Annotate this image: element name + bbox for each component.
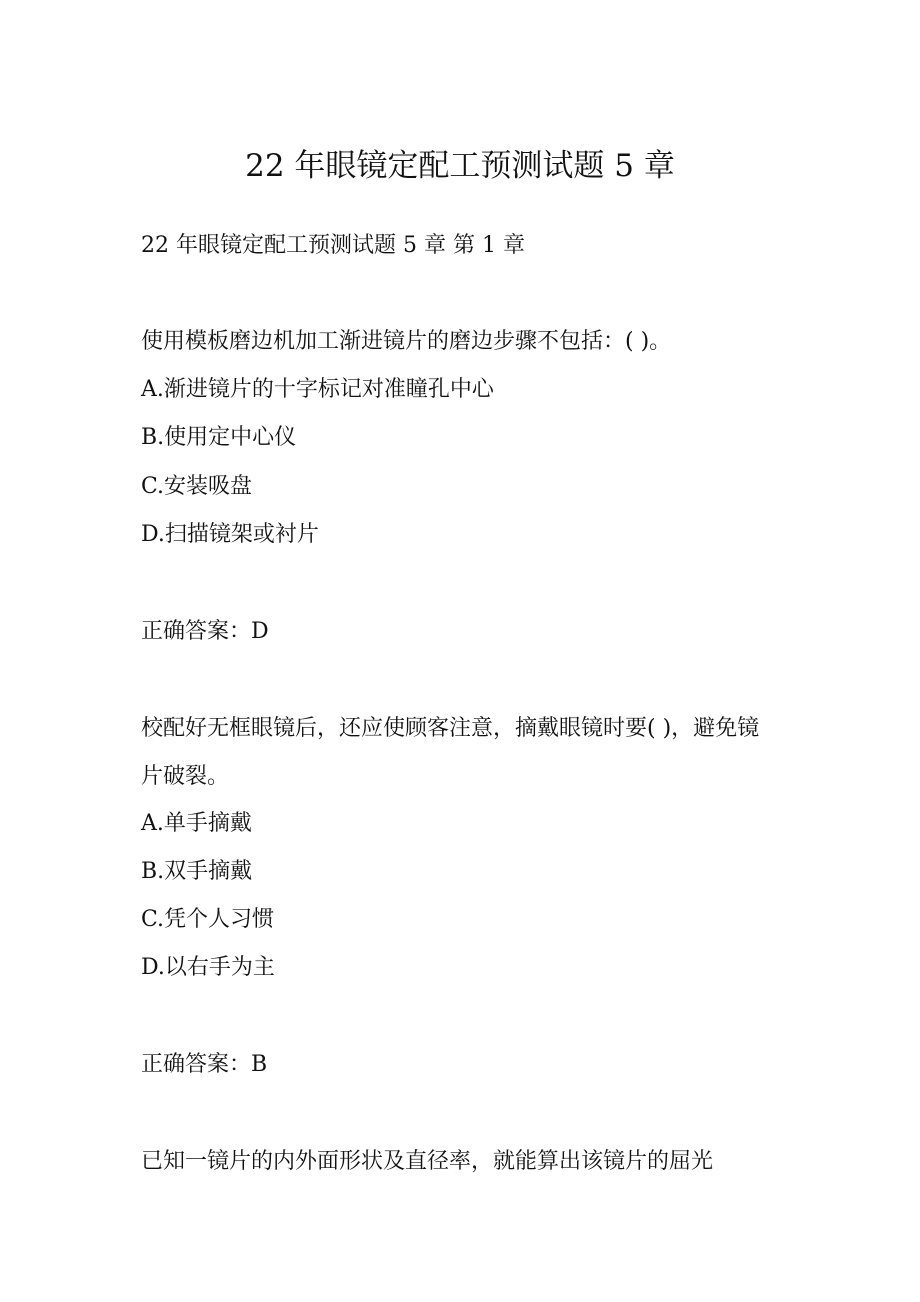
question-2-option-a: A.单手摘戴 bbox=[141, 811, 252, 836]
question-1-option-a: A.渐进镜片的十字标记对准瞳孔中心 bbox=[141, 377, 494, 402]
question-3-stem: 已知一镜片的内外面形状及直径率，就能算出该镜片的屈光 bbox=[141, 1149, 714, 1174]
question-2-option-b: B.双手摘戴 bbox=[141, 859, 253, 884]
question-2-answer: 正确答案：B bbox=[141, 1052, 268, 1077]
question-1-option-b: B.使用定中心仪 bbox=[141, 425, 297, 450]
question-1-option-c: C.安装吸盘 bbox=[141, 474, 253, 499]
question-2-option-d: D.以右手为主 bbox=[141, 955, 275, 980]
chapter-subtitle: 22 年眼镜定配工预测试题 5 章 第 1 章 bbox=[141, 233, 525, 258]
document-title: 22 年眼镜定配工预测试题 5 章 bbox=[245, 148, 675, 184]
question-1-stem: 使用模板磨边机加工渐进镜片的磨边步骤不包括：( )。 bbox=[141, 329, 672, 354]
question-2-option-c: C.凭个人习惯 bbox=[141, 907, 275, 932]
question-1-answer: 正确答案：D bbox=[141, 619, 269, 644]
question-2-stem: 校配好无框眼镜后，还应使顾客注意，摘戴眼镜时要( )，避免镜片破裂。 bbox=[141, 716, 760, 789]
question-1-option-d: D.扫描镜架或衬片 bbox=[141, 522, 319, 547]
